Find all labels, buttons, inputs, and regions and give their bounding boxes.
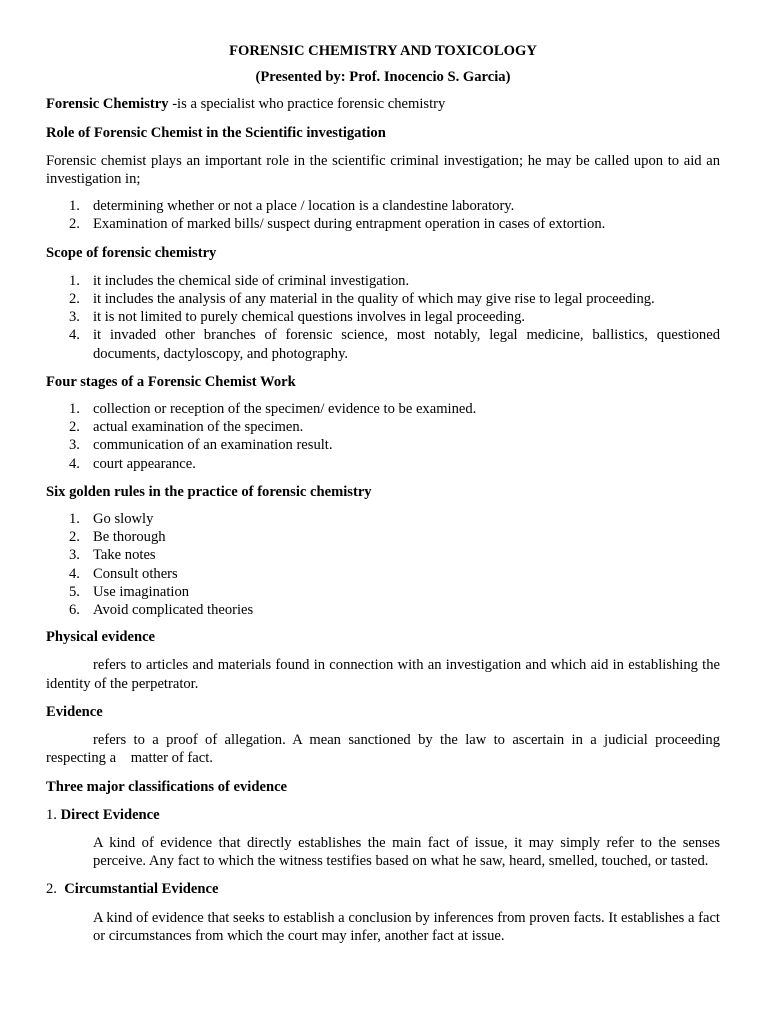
list-item: 2. it includes the analysis of any material in the quality of which may give rise to legal proceeding.	[69, 291, 655, 308]
physical-evidence-heading: Physical evidence	[46, 629, 156, 646]
list-item: 1. Go slowly	[69, 511, 154, 528]
list-item: 1. determining whether or not a place / location is a clandestine laboratory.	[69, 198, 515, 215]
list-item: 4. court appearance.	[69, 455, 196, 472]
role-list	[46, 197, 720, 233]
role-heading: Role of Forensic Chemist in the Scientific investigation	[46, 124, 386, 141]
stages-heading: Four stages of a Forensic Chemist Work	[46, 373, 296, 390]
classifications-heading: Three major classifications of evidence	[46, 778, 288, 795]
direct-evidence-text: A kind of evidence that directly establishes the main fact of issue, it may simply refer to the senses perceive. Any fact to which the witness testifies based on what he saw, heard, smelled, touched, or tasted.	[93, 834, 720, 870]
direct-evidence-label: Direct Evidence	[60, 806, 160, 823]
list-item: 5. Use imagination	[69, 583, 190, 600]
forensic-chemistry-definition	[46, 95, 720, 113]
list-item: 3. Take notes	[69, 547, 156, 564]
circumstantial-evidence-label: Circumstantial Evidence	[64, 881, 219, 898]
direct-evidence-heading: 1. Direct Evidence	[46, 806, 160, 823]
evidence-heading: Evidence	[46, 703, 103, 720]
list-item: 3. it is not limited to purely chemical questions involves in legal proceeding.	[69, 309, 526, 326]
definition-term: Forensic Chemistry	[46, 96, 169, 113]
list-item: 3. communication of an examination result.	[69, 437, 333, 454]
circumstantial-evidence-heading: 2. Circumstantial Evidence	[46, 881, 219, 898]
list-item: 1. it includes the chemical side of criminal investigation.	[69, 272, 410, 289]
scope-heading: Scope of forensic chemistry	[46, 244, 217, 261]
stages-list	[46, 400, 720, 473]
circumstantial-evidence-text: A kind of evidence that seeks to establish a conclusion by inferences from proven facts. It establishes a fact or circumstances from which the court may infer, another fact at issue.	[93, 909, 720, 944]
list-item: 4. it invaded other branches of forensic science, most notably, legal medicine, ballistics, questioned documents, dactyloscopy, and photography.	[69, 327, 720, 362]
list-item: 2. Be thorough	[69, 529, 166, 546]
list-item: 2. Examination of marked bills/ suspect during entrapment operation in cases of extortion.	[69, 216, 606, 233]
list-item: 6. Avoid complicated theories	[69, 602, 254, 619]
rules-heading: Six golden rules in the practice of forensic chemistry	[46, 483, 372, 500]
evidence-text: refers to a proof of allegation. A mean sanctioned by the law to ascertain in a judicial proceeding respecting a matter of fact.	[46, 732, 720, 767]
list-item: 2. actual examination of the specimen.	[69, 419, 304, 436]
definition-text: -is a specialist who practice forensic chemistry	[168, 96, 446, 113]
rules-list	[46, 510, 720, 619]
presenter-line: (Presented by: Prof. Inocencio S. Garcia)	[255, 69, 511, 86]
scope-list	[46, 272, 720, 363]
document-page	[46, 42, 720, 945]
list-item: 1. collection or reception of the specimen/ evidence to be examined.	[69, 401, 477, 418]
document-title: FORENSIC CHEMISTRY AND TOXICOLOGY	[229, 43, 537, 59]
list-item: 4. Consult others	[69, 565, 178, 582]
role-intro: Forensic chemist plays an important role in the scientific criminal investigation; he may be called upon to aid an investigation in;	[46, 152, 720, 188]
physical-evidence-text: refers to articles and materials found in connection with an investigation and which aid in establishing the identity of the perpetrator.	[46, 657, 720, 692]
